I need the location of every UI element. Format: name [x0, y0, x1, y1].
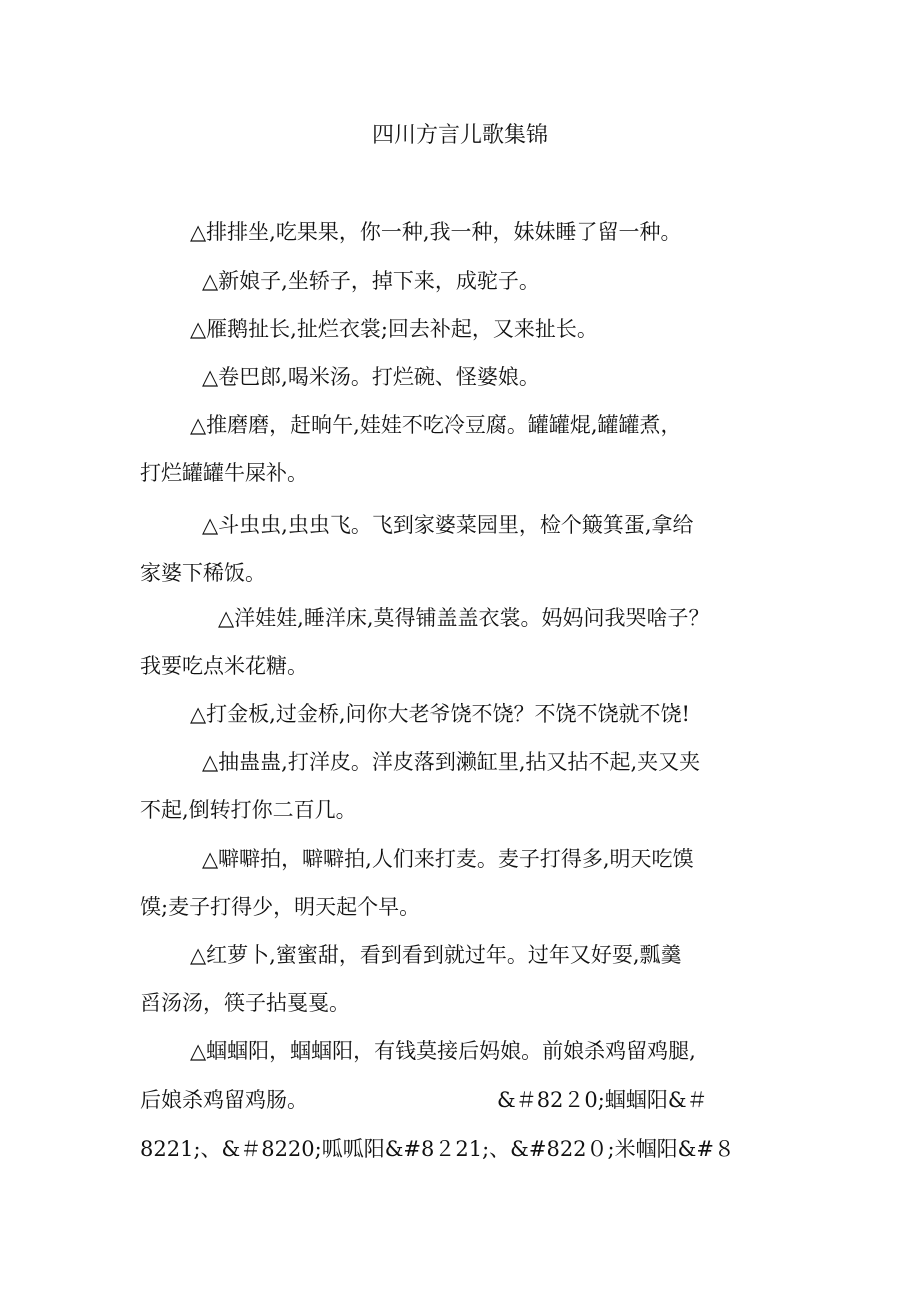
paragraph-line: 打烂罐罐牛屎补。: [140, 461, 308, 485]
paragraph-line: △排排坐,吃果果，你一种,我一种，妹妹睡了留一种。: [190, 220, 682, 244]
paragraph-line: 不起,倒转打你二百几。: [140, 798, 357, 822]
document-title: 四川方言儿歌集锦: [371, 123, 548, 148]
paragraph-line: △推磨磨，赶晌午,娃娃不吃冷豆腐。罐罐焜,罐罐煮，: [190, 413, 682, 437]
paragraph-line: △红萝卜,蜜蜜甜，看到看到就过年。过年又好耍,瓢羹: [190, 943, 682, 967]
paragraph-line: △蝈蝈阳，蝈蝈阳，有钱莫接后妈娘。前娘杀鸡留鸡腿,: [190, 1039, 696, 1063]
paragraph-line: 家婆下稀饭。: [140, 561, 266, 585]
paragraph-line: △雁鹅扯长,扯烂衣裳;回去补起，又来扯长。: [190, 317, 598, 341]
paragraph-line: △噼噼拍，噼噼拍,人们来打麦。麦子打得多,明天吃馍: [202, 847, 694, 871]
paragraph-line: △洋娃娃,睡洋床,莫得铺盖盖衣裳。妈妈问我哭啥子？: [218, 606, 710, 630]
paragraph-line: 舀汤汤，筷子拈戛戛。: [140, 991, 350, 1015]
paragraph-line: △打金板,过金桥,问你大老爷饶不饶？不饶不饶就不饶!: [190, 702, 690, 726]
paragraph-line: 馍;麦子打得少，明天起个早。: [140, 895, 421, 919]
paragraph-line: △卷巴郎,喝米汤。打烂碗、怪婆娘。: [202, 365, 540, 389]
paragraph-line: 后娘杀鸡留鸡肠。: [140, 1088, 308, 1112]
paragraph-line: 8221;、&＃8220;呱呱阳&#8２21;、&#822０;米帼阳&#８: [140, 1137, 735, 1161]
paragraph-line: △新娘子,坐轿子，掉下来，成驼子。: [202, 269, 540, 293]
paragraph-line: 我要吃点米花糖。: [140, 654, 308, 678]
paragraph-line: &＃82２0;蝈蝈阳&＃: [497, 1088, 708, 1112]
paragraph-line: △斗虫虫,虫虫飞。飞到家婆菜园里，检个簸箕蛋,拿给: [202, 513, 694, 537]
paragraph-line: △抽蛊蛊,打洋皮。洋皮落到濑缸里,拈又拈不起,夹又夹: [202, 750, 701, 774]
